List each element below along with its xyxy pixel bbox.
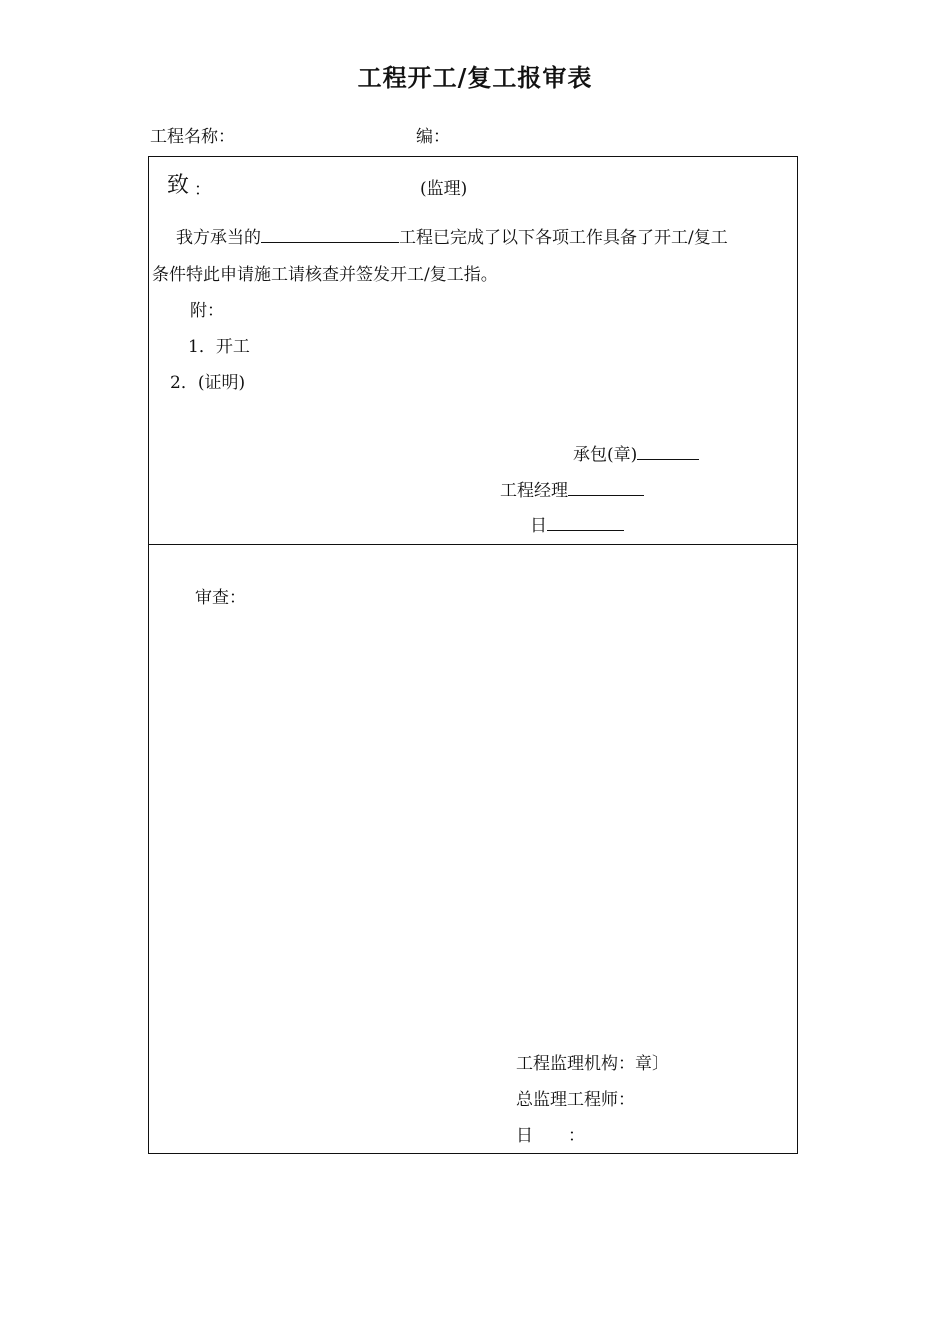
supervisor-note: (监理)	[420, 179, 468, 199]
body-prefix: 我方承当的	[176, 228, 261, 248]
attachment-item-1: 1．开工	[188, 337, 250, 357]
body-suffix: 工程已完成了以下各项工作具备了开工/复工	[399, 228, 728, 248]
manager-label: 工程经理	[500, 481, 568, 501]
attachment-label: 附：	[190, 301, 224, 321]
manager-signature	[500, 476, 644, 501]
date-label: 日	[530, 516, 547, 536]
page-title: 工程开工/复工报审表	[357, 63, 593, 92]
contractor-label: 承包(章)	[573, 445, 638, 465]
to-colon: ：	[194, 180, 211, 200]
review-label: 审查：	[195, 588, 246, 608]
review-date-label: 日	[516, 1126, 533, 1146]
to-label: 致	[167, 173, 190, 198]
attachment-item-2: 2．(证明)	[170, 373, 246, 393]
review-section	[148, 544, 798, 1154]
contractor-signature	[573, 440, 699, 465]
supervisor-org-label: 工程监理机构：章〕	[516, 1054, 669, 1074]
chief-engineer-label: 总监理工程师：	[516, 1090, 635, 1110]
number-label: 编：	[416, 127, 450, 147]
date-blank-line	[547, 514, 624, 531]
application-body-line2: 条件特此申请施工请核查并签发开工/复工指。	[152, 265, 498, 285]
project-name-label: 工程名称：	[150, 127, 235, 147]
manager-blank-line	[568, 479, 644, 496]
application-body-line1	[176, 223, 728, 248]
contractor-blank-line	[637, 443, 699, 460]
project-blank-line	[261, 226, 399, 243]
review-date-colon: ：	[568, 1126, 585, 1146]
date-signature	[530, 511, 624, 536]
